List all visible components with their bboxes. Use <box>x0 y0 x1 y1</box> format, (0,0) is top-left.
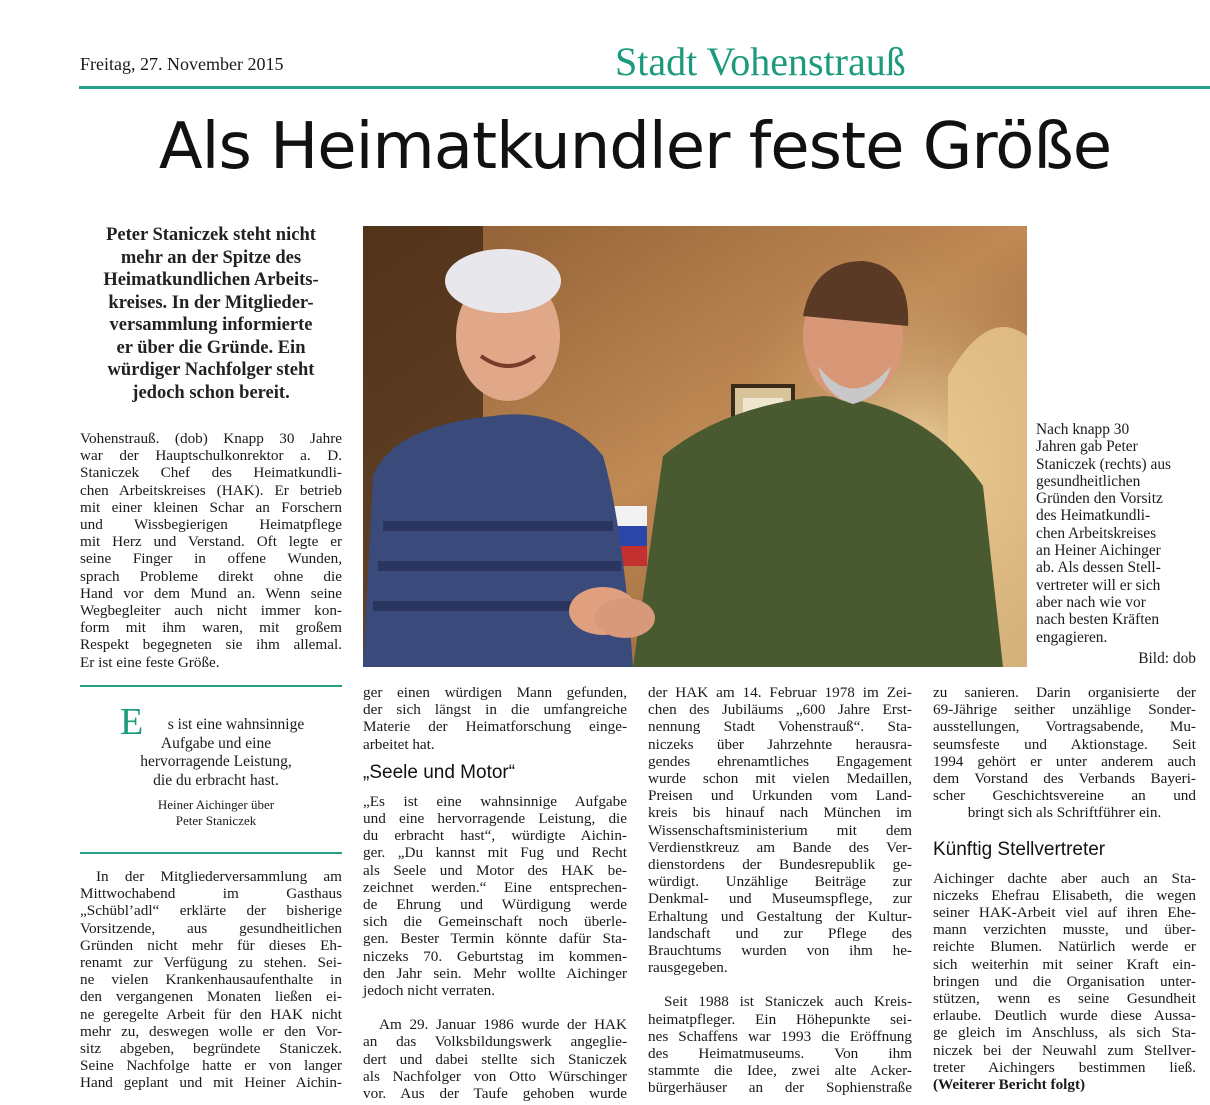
column-1-top <box>80 430 342 671</box>
intro-line: versammlung informierte <box>109 315 313 335</box>
closing-note-text: (Weiterer Bericht folgt) <box>933 1076 1086 1094</box>
text-line: dienstordens der Bundesrepublik ge- <box>648 856 912 874</box>
text-line: vor. Aus der Taufe gehoben wurde <box>363 1085 627 1103</box>
text-line: erlaube. Deutlich wurde diese Aussa- <box>933 1007 1196 1025</box>
caption-line: Nach knapp 30 <box>1036 421 1130 438</box>
caption-line: vertreter will er sich <box>1036 576 1161 594</box>
photo-credit: Bild: dob <box>1138 650 1196 667</box>
text-line: mit einer kleinen Schar an Forschern <box>80 498 342 516</box>
text-line: mit Herz und Verstand. Oft legte er <box>80 533 342 551</box>
text-line: als Nachfolger von Otto Würschinger <box>363 1067 627 1085</box>
caption-line: gesundheitlichen <box>1036 472 1141 490</box>
text-line: an das Volksbildungswerk angeglie- <box>363 1033 627 1051</box>
column-3 <box>648 684 912 1097</box>
subheading-kuenftig-stellvertreter: Künftig Stellvertreter <box>933 838 1106 860</box>
text-line: bürgerhäuser an der Sophienstraße <box>648 1079 912 1097</box>
text-line: Er ist eine feste Größe. <box>80 653 220 671</box>
text-line: Seine Nachfolge hatte er von langer <box>80 1057 342 1075</box>
column-2 <box>363 684 627 1102</box>
text-line: dert und dabei stellte sich Staniczek <box>363 1050 627 1068</box>
intro-line: Heimatkundlichen Arbeits- <box>103 270 319 290</box>
intro-line: jedoch schon bereit. <box>132 382 290 403</box>
text-line: Staniczek Chef des Heimatkundli- <box>80 464 342 482</box>
article-photo <box>363 226 1027 667</box>
text-line: rausgegeben. <box>648 959 728 977</box>
text-line: zeichnet werden.“ Eine entsprechen- <box>363 878 627 896</box>
text-line: „Schübl’adl“ erklärte der bisherige <box>80 902 342 920</box>
text-line: und Wissbegierigen Heimatpflege <box>80 516 342 534</box>
text-line: form mit ihm waren, mit großem <box>80 619 342 637</box>
quote-line: die du erbracht hast. <box>153 771 279 789</box>
text-line: ger einen würdigen Mann gefunden, <box>363 684 627 701</box>
text-line: treter Aichingers bestimmen ließ. <box>933 1058 1196 1076</box>
text-line: Am 29. Januar 1986 wurde der HAK <box>379 1016 627 1034</box>
intro-line: würdiger Nachfolger steht <box>107 360 315 380</box>
quote-line: Aufgabe und eine <box>160 734 272 752</box>
text-line: nennung Stadt Vohenstrauß“. Sta- <box>648 718 912 736</box>
text-line: ne vielen Krankenhausaufenthalte in <box>80 971 342 989</box>
text-line: chen Arbeitskreises (HAK). Er betrieb <box>80 481 342 499</box>
text-line: der HAK am 14. Februar 1978 im Zei- <box>648 684 912 701</box>
section-title: Stadt Vohenstrauß <box>615 39 906 84</box>
subheading-seele-und-motor: „Seele und Motor“ <box>363 761 516 783</box>
text-line: Verdienstkreuz am Bande des Ver- <box>648 838 912 856</box>
text-line: niczeks über Jahrzehnte herausra- <box>648 735 912 753</box>
caption-line: Jahren gab Peter <box>1036 438 1138 456</box>
text-line: mann verzichten musste, und über- <box>933 921 1196 939</box>
text-line: Respekt begegneten sie ihm allemal. <box>80 636 342 654</box>
text-line: Brauchtums wurden von ihm he- <box>648 942 912 960</box>
text-line: Gründen nicht mehr für dieses Eh- <box>80 936 342 954</box>
text-line: Mittwochabend im Gasthaus <box>80 885 342 903</box>
caption-line: chen Arbeitskreises <box>1036 524 1157 542</box>
column-4 <box>933 684 1196 1093</box>
text-line: war der Hauptschulkonrektor a. D. <box>80 447 342 465</box>
header-rule <box>79 86 1210 89</box>
caption-line: engagieren. <box>1036 628 1108 646</box>
text-line: sitz abgeben, begründete Staniczek. <box>80 1040 342 1058</box>
caption-line: aber nach wie vor <box>1036 593 1146 611</box>
intro-line: kreises. In der Mitglieder- <box>108 292 314 313</box>
photo-caption <box>1036 421 1210 646</box>
text-line: ausstellungen, Vortragsabende, Mu- <box>933 718 1196 736</box>
text-line: zu sanieren. Darin organisierte der <box>933 684 1196 701</box>
article-headline: Als Heimatkundler feste Größe <box>158 110 1112 184</box>
text-line: sprach Probleme direkt ohne die <box>80 567 342 585</box>
text-line: reichte Blumen. Natürlich werde er <box>933 938 1196 956</box>
text-line: mehr zu, deswegen wolle er den Vor- <box>80 1022 342 1040</box>
text-line: bringen und die Organisation unter- <box>933 972 1196 990</box>
pull-quote-source <box>100 797 332 829</box>
text-line: 1994 gehört er unter anderem auch <box>933 752 1196 770</box>
caption-line: an Heiner Aichinger <box>1036 542 1161 560</box>
text-line: kreis bis hinauf nach München im <box>648 804 912 822</box>
text-line: als Seele und Motor des HAK be- <box>363 861 627 879</box>
text-line: seine Finger in offene Wunden, <box>80 550 342 568</box>
text-line: wurde schon mit vielen Medaillen, <box>648 770 912 788</box>
text-line: ger. „Du kannst mit Fug und Recht <box>363 844 627 862</box>
text-line: chen des Jubiläums „600 Jahre Erst- <box>648 701 912 719</box>
caption-line: Staniczek (rechts) aus <box>1036 455 1172 473</box>
text-line: stammte die Idee, zwei alte Acker- <box>648 1062 912 1080</box>
text-line: Erhaltung und Gestaltung der Kultur- <box>648 907 912 925</box>
text-line: du erbracht hast“, würdigte Aichin- <box>363 827 627 845</box>
text-line: seiner HAK-Arbeit viel auf ihren Ehe- <box>933 904 1196 922</box>
text-line: ne geregelte Arbeit für den HAK nicht <box>80 1005 342 1023</box>
text-line: 69-Jährige seither unzählige Sonder- <box>933 701 1196 719</box>
text-line: und eine hervorragende Leistung, die <box>363 810 627 828</box>
issue-date: Freitag, 27. November 2015 <box>80 54 284 74</box>
text-line: den vergangenen Monaten ließen ei- <box>80 988 342 1006</box>
caption-line: ab. Als dessen Stell- <box>1036 559 1161 577</box>
text-line: Hand vor dem Mund an. Wenn seine <box>80 584 342 602</box>
text-line: Vorsitzende, aus gesundheitlichen <box>80 919 342 937</box>
intro-line: mehr an der Spitze des <box>120 247 302 268</box>
text-line: gendes ehrenamtliches Engagement <box>648 752 912 770</box>
text-line: landschaft und zur Pflege des <box>648 924 912 942</box>
text-line: heimatpfleger. Ein Höhepunkte sei- <box>648 1010 912 1028</box>
column-1-bottom <box>80 868 342 1092</box>
text-line: Hand geplant und mit Heiner Aichin- <box>80 1074 342 1092</box>
intro-line: er über die Gründe. Ein <box>116 337 306 358</box>
text-line: renamt zur Verfügung zu stehen. Sei- <box>80 954 342 972</box>
closing-note <box>933 1076 1196 1093</box>
caption-line: des Heimatkundli- <box>1036 507 1151 525</box>
article-intro <box>80 224 342 404</box>
quote-source-line: Peter Staniczek <box>175 813 257 828</box>
text-line: Preisen und Urkunden vom Land- <box>648 787 912 805</box>
text-line: Denkmal- und Museumspflege, zur <box>648 890 912 908</box>
text-line: Seit 1988 ist Staniczek auch Kreis- <box>664 993 912 1011</box>
text-line: seumsfeste und Aktionstage. Seit <box>933 735 1196 753</box>
text-line: ge gleich im Anschluss, als sich Sta- <box>933 1024 1196 1042</box>
text-line: Vohenstrauß. (dob) Knapp 30 Jahre <box>80 430 342 447</box>
text-line: bringt sich als Schriftführer ein. <box>967 804 1162 822</box>
caption-line: nach besten Kräften <box>1036 611 1160 629</box>
pull-quote-initial: E <box>120 701 144 743</box>
handshake-photo-illustration <box>363 226 1027 667</box>
text-line: stützen, wenn es seine Gesundheit <box>933 990 1196 1008</box>
text-line: In der Mitgliederversammlung am <box>96 868 342 885</box>
text-line: Materie der Heimatforschung einge- <box>363 718 627 736</box>
text-line: der sich längst in die umfangreiche <box>363 701 627 719</box>
text-line: arbeitet hat. <box>363 735 435 753</box>
text-line: „Es ist eine wahnsinnige Aufgabe <box>363 792 627 810</box>
text-line: Aichinger dachte aber auch an Sta- <box>933 869 1196 887</box>
quote-line: s ist eine wahnsinnige <box>167 716 305 733</box>
text-line: sich weiterhin mit seiner Kraft ein- <box>933 955 1196 973</box>
text-line: dem Vorstand des Verbands Bayeri- <box>933 770 1196 788</box>
pull-quote-text <box>100 716 332 790</box>
text-line: de Ehrung und Würdigung werde <box>363 896 627 914</box>
text-line: niczeks 70. Geburtstag im kommen- <box>363 947 627 965</box>
quote-source-line: Heiner Aichinger über <box>157 797 275 812</box>
intro-line: Peter Staniczek steht nicht <box>106 225 316 245</box>
text-line: sich die Gemeinschaft noch überle- <box>363 913 627 931</box>
text-line: den Jahr sein. Mehr wollte Aichinger <box>363 964 627 982</box>
quote-line: hervorragende Leistung, <box>140 753 292 770</box>
text-line: gen. Bester Termin könnte dafür Sta- <box>363 930 627 948</box>
text-line: Wissenschaftsministerium mit dem <box>648 821 912 839</box>
text-line: niczeks Ehefrau Elisabeth, die wegen <box>933 886 1196 904</box>
text-line: jedoch nicht verraten. <box>363 982 495 1000</box>
text-line: würdigt. Unzählige Beiträge zur <box>648 873 912 891</box>
text-line: scher Geschichtsvereine an und <box>933 787 1196 805</box>
text-line: des Heimatmuseums. Von ihm <box>648 1045 912 1063</box>
text-line: nes Schaffens war 1993 die Eröffnung <box>648 1027 912 1045</box>
text-line: niczek bei der Neuwahl zum Stellver- <box>933 1041 1196 1059</box>
text-line: Wegbegleiter auch nicht immer kon- <box>80 602 342 620</box>
caption-line: Gründen den Vorsitz <box>1036 490 1163 508</box>
